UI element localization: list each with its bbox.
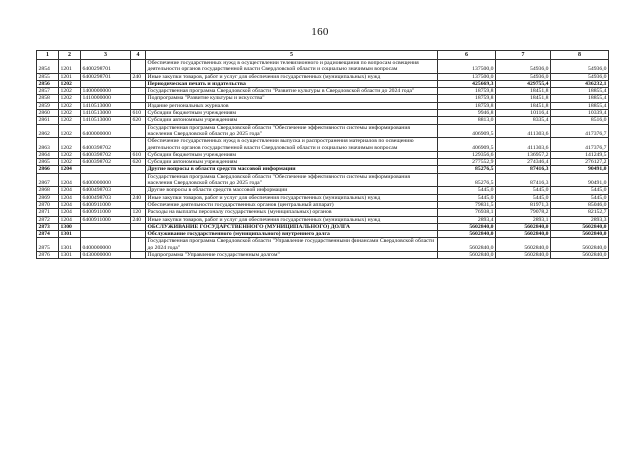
expense-type-cell (131, 102, 146, 109)
amount-year1-cell: 5445,0 (438, 194, 496, 201)
item-name-cell: Иные закупки товаров, работ и услуг для обеспечения государственных (муниципальных) нужд (146, 73, 438, 80)
table-row (37, 252, 609, 259)
section-code-cell: 1204 (59, 166, 81, 173)
section-code-cell: 1202 (59, 151, 81, 158)
amount-year3-cell: 90491,0 (551, 173, 609, 187)
column-header: 2 (59, 51, 81, 60)
column-header: 4 (131, 51, 146, 60)
expense-type-cell (131, 95, 146, 102)
table-row (37, 102, 609, 109)
table-row (37, 209, 609, 216)
table-row (37, 117, 609, 124)
amount-year1-cell: 406909,5 (438, 138, 496, 152)
amount-year2-cell: 5445,0 (496, 194, 551, 201)
amount-year1-cell: 9946,8 (438, 110, 496, 117)
row-number-cell: 2856 (37, 80, 59, 87)
amount-year2-cell: 5602840,0 (496, 238, 551, 252)
section-code-cell: 1202 (59, 124, 81, 138)
table-row (37, 60, 609, 74)
row-number-cell: 2865 (37, 159, 59, 166)
amount-year1-cell: 277552,9 (438, 159, 496, 166)
expense-type-cell: 240 (131, 194, 146, 201)
amount-year2-cell: 429755,4 (496, 80, 551, 87)
expense-type-cell (131, 252, 146, 259)
table-row (37, 194, 609, 201)
column-header: 1 (37, 51, 59, 60)
expense-type-cell (131, 138, 146, 152)
target-article-cell: 6400498703 (81, 187, 131, 194)
target-article-cell: 6400398702 (81, 151, 131, 158)
amount-year3-cell: 2893,3 (551, 216, 609, 223)
section-code-cell: 1204 (59, 209, 81, 216)
expense-type-cell (131, 231, 146, 238)
amount-year2-cell: 87416,3 (496, 173, 551, 187)
expense-type-cell (131, 124, 146, 138)
amount-year1-cell: 2893,4 (438, 216, 496, 223)
table-row (37, 223, 609, 230)
target-article-cell: 6400911000 (81, 216, 131, 223)
row-number-cell: 2871 (37, 209, 59, 216)
column-header: 7 (496, 51, 551, 60)
table-row (37, 88, 609, 95)
item-name-cell: Иные закупки товаров, работ и услуг для обеспечения государственных (муниципальных) нужд (146, 194, 438, 201)
amount-year1-cell: 5602840,0 (438, 252, 496, 259)
item-name-cell: Расходы на выплаты персоналу государственных (муниципальных) органов (146, 209, 438, 216)
table-row (37, 238, 609, 252)
amount-year2-cell: 5602840,0 (496, 231, 551, 238)
amount-year3-cell: 18855,4 (551, 102, 609, 109)
expense-type-cell: 610 (131, 110, 146, 117)
expense-type-cell: 620 (131, 117, 146, 124)
row-number-cell: 2875 (37, 238, 59, 252)
row-number-cell: 2863 (37, 138, 59, 152)
item-name-cell: Субсидии бюджетным учреждениям (146, 110, 438, 117)
amount-year1-cell: 425669,3 (438, 80, 496, 87)
section-code-cell: 1300 (59, 223, 81, 230)
amount-year3-cell: 276127,2 (551, 159, 609, 166)
row-number-cell: 2858 (37, 95, 59, 102)
table-row (37, 166, 609, 173)
item-name-cell: Государственная программа Свердловской области "Обеспечение эффективности системы информирования населения Свердловской области до 2025 года" (146, 173, 438, 187)
amount-year3-cell: 5602840,0 (551, 223, 609, 230)
row-number-cell: 2872 (37, 216, 59, 223)
item-name-cell: Государственная программа Свердловской области "Управление государственными финансами Свердловской области до 2024 года" (146, 238, 438, 252)
amount-year3-cell: 8516,0 (551, 117, 609, 124)
amount-year3-cell: 5602840,0 (551, 231, 609, 238)
section-code-cell: 1202 (59, 138, 81, 152)
amount-year3-cell: 90491,0 (551, 166, 609, 173)
amount-year2-cell: 81971,3 (496, 201, 551, 208)
amount-year3-cell: 5445,0 (551, 187, 609, 194)
page-number: 160 (311, 26, 329, 38)
section-code-cell: 1301 (59, 231, 81, 238)
amount-year1-cell: 79831,5 (438, 201, 496, 208)
section-code-cell: 1202 (59, 102, 81, 109)
expense-type-cell (131, 88, 146, 95)
amount-year3-cell: 10339,4 (551, 110, 609, 117)
amount-year1-cell: 5602840,0 (438, 238, 496, 252)
row-number-cell: 2867 (37, 173, 59, 187)
target-article-cell: 1410000000 (81, 95, 131, 102)
table-row (37, 138, 609, 152)
target-article-cell: 6400298701 (81, 73, 131, 80)
target-article-cell: 6400398702 (81, 138, 131, 152)
table-row (37, 80, 609, 87)
amount-year2-cell: 274346,4 (496, 159, 551, 166)
row-number-cell: 2855 (37, 73, 59, 80)
column-header: 6 (438, 51, 496, 60)
row-number-cell: 2876 (37, 252, 59, 259)
amount-year2-cell: 10116,4 (496, 110, 551, 117)
target-article-cell (81, 166, 131, 173)
amount-year2-cell: 8335,4 (496, 117, 551, 124)
target-article-cell: 1410513000 (81, 110, 131, 117)
amount-year2-cell: 54936,0 (496, 73, 551, 80)
target-article-cell: 6400000000 (81, 124, 131, 138)
section-code-cell: 1204 (59, 201, 81, 208)
amount-year2-cell: 411303,6 (496, 138, 551, 152)
budget-table (36, 50, 609, 259)
item-name-cell: Обеспечение государственных нужд в осуществлении телевизионного и радиовещания по вопросам освещения деятельности органов государственной власти Свердловской области и социально значимым вопросам (146, 60, 438, 74)
section-code-cell: 1301 (59, 252, 81, 259)
section-code-cell: 1202 (59, 110, 81, 117)
target-article-cell (81, 231, 131, 238)
row-number-cell: 2873 (37, 223, 59, 230)
table-row (37, 187, 609, 194)
table-row (37, 95, 609, 102)
target-article-cell: 6400000000 (81, 173, 131, 187)
section-code-cell: 1204 (59, 173, 81, 187)
item-name-cell: Подпрограмма "Управление государственным долгом" (146, 252, 438, 259)
section-code-cell: 1204 (59, 216, 81, 223)
expense-type-cell: 120 (131, 209, 146, 216)
amount-year1-cell: 5602840,0 (438, 223, 496, 230)
row-number-cell: 2864 (37, 151, 59, 158)
target-article-cell (81, 223, 131, 230)
column-header: 3 (81, 51, 131, 60)
item-name-cell: Государственная программа Свердловской области "Обеспечение эффективности системы информирования населения Свердловской области до 2025 года" (146, 124, 438, 138)
amount-year1-cell: 8813,0 (438, 117, 496, 124)
table-row (37, 173, 609, 187)
row-number-cell: 2866 (37, 166, 59, 173)
section-code-cell: 1202 (59, 159, 81, 166)
target-article-cell: 1410513000 (81, 117, 131, 124)
item-name-cell: Обеспечение государственных нужд в осуществлении выпуска и распространения материалов по освещению деятельности органов государственной власти Свердловской области и социально значимым вопросам (146, 138, 438, 152)
target-article-cell: 6400298701 (81, 60, 131, 74)
row-number-cell: 2874 (37, 231, 59, 238)
item-name-cell: Издание региональных журналов (146, 102, 438, 109)
item-name-cell: Обслуживание государственного (муниципального) внутреннего долга (146, 231, 438, 238)
amount-year3-cell: 82152,7 (551, 209, 609, 216)
target-article-cell: 0400000000 (81, 238, 131, 252)
amount-year1-cell: 129356,6 (438, 151, 496, 158)
target-article-cell: 6400398702 (81, 159, 131, 166)
amount-year3-cell: 5445,0 (551, 194, 609, 201)
amount-year2-cell: 54936,0 (496, 60, 551, 74)
item-name-cell: Субсидии автономным учреждениям (146, 159, 438, 166)
target-article-cell: 6400911000 (81, 209, 131, 216)
amount-year1-cell: 406909,5 (438, 124, 496, 138)
row-number-cell: 2854 (37, 60, 59, 74)
section-code-cell: 1202 (59, 117, 81, 124)
amount-year1-cell: 85276,5 (438, 173, 496, 187)
table-row (37, 231, 609, 238)
expense-type-cell (131, 223, 146, 230)
amount-year2-cell: 18451,8 (496, 95, 551, 102)
amount-year3-cell: 417376,7 (551, 124, 609, 138)
amount-year2-cell: 5602840,0 (496, 223, 551, 230)
target-article-cell (81, 80, 131, 87)
row-number-cell: 2869 (37, 194, 59, 201)
column-header: 5 (146, 51, 438, 60)
amount-year2-cell: 18451,8 (496, 88, 551, 95)
amount-year2-cell: 136957,2 (496, 151, 551, 158)
table-row (37, 124, 609, 138)
table-row (37, 159, 609, 166)
amount-year2-cell: 87416,3 (496, 166, 551, 173)
target-article-cell: 6400911000 (81, 201, 131, 208)
item-name-cell: ОБСЛУЖИВАНИЕ ГОСУДАРСТВЕННОГО (МУНИЦИПАЛЬНОГО) ДОЛГА (146, 223, 438, 230)
row-number-cell: 2860 (37, 110, 59, 117)
amount-year3-cell: 436232,1 (551, 80, 609, 87)
amount-year3-cell: 18855,4 (551, 88, 609, 95)
table-row (37, 73, 609, 80)
amount-year1-cell: 5602840,0 (438, 231, 496, 238)
item-name-cell: Государственная программа Свердловской области "Развитие культуры в Свердловской области до 2024 года" (146, 88, 438, 95)
amount-year1-cell: 5445,0 (438, 187, 496, 194)
table-row (37, 201, 609, 208)
section-code-cell: 1204 (59, 194, 81, 201)
amount-year3-cell: 18855,4 (551, 95, 609, 102)
section-code-cell: 1202 (59, 88, 81, 95)
expense-type-cell (131, 80, 146, 87)
amount-year2-cell: 18451,8 (496, 102, 551, 109)
item-name-cell: Периодическая печать и издательства (146, 80, 438, 87)
amount-year3-cell: 5602840,0 (551, 252, 609, 259)
expense-type-cell (131, 173, 146, 187)
row-number-cell: 2857 (37, 88, 59, 95)
amount-year3-cell: 85046,0 (551, 201, 609, 208)
section-code-cell: 1202 (59, 80, 81, 87)
target-article-cell: 0430000000 (81, 252, 131, 259)
section-code-cell: 1201 (59, 73, 81, 80)
amount-year1-cell: 76938,1 (438, 209, 496, 216)
section-code-cell: 1201 (59, 60, 81, 74)
column-header: 8 (551, 51, 609, 60)
amount-year1-cell: 85276,5 (438, 166, 496, 173)
item-name-cell: Обеспечение деятельности государственных органов (центральный аппарат) (146, 201, 438, 208)
expense-type-cell: 240 (131, 73, 146, 80)
target-article-cell: 6400498703 (81, 194, 131, 201)
section-code-cell: 1204 (59, 187, 81, 194)
table-row (37, 216, 609, 223)
amount-year3-cell: 141249,5 (551, 151, 609, 158)
row-number-cell: 2859 (37, 102, 59, 109)
item-name-cell: Субсидии автономным учреждениям (146, 117, 438, 124)
expense-type-cell: 620 (131, 159, 146, 166)
amount-year1-cell: 137500,0 (438, 73, 496, 80)
expense-type-cell: 240 (131, 216, 146, 223)
amount-year2-cell: 5602840,0 (496, 252, 551, 259)
amount-year3-cell: 417376,7 (551, 138, 609, 152)
row-number-cell: 2862 (37, 124, 59, 138)
amount-year2-cell: 411303,6 (496, 124, 551, 138)
item-name-cell: Другие вопросы в области средств массовой информации (146, 187, 438, 194)
amount-year2-cell: 5445,0 (496, 187, 551, 194)
amount-year2-cell: 79078,2 (496, 209, 551, 216)
header-row (37, 51, 609, 60)
amount-year1-cell: 18759,8 (438, 88, 496, 95)
amount-year1-cell: 18759,8 (438, 102, 496, 109)
amount-year3-cell: 5602840,0 (551, 238, 609, 252)
row-number-cell: 2861 (37, 117, 59, 124)
amount-year2-cell: 2893,1 (496, 216, 551, 223)
item-name-cell: Субсидии бюджетным учреждениям (146, 151, 438, 158)
amount-year3-cell: 54936,0 (551, 73, 609, 80)
row-number-cell: 2870 (37, 201, 59, 208)
target-article-cell: 1400000000 (81, 88, 131, 95)
item-name-cell: Иные закупки товаров, работ и услуг для обеспечения государственных (муниципальных) нужд (146, 216, 438, 223)
row-number-cell: 2868 (37, 187, 59, 194)
section-code-cell: 1202 (59, 95, 81, 102)
expense-type-cell: 610 (131, 151, 146, 158)
expense-type-cell (131, 201, 146, 208)
section-code-cell: 1301 (59, 238, 81, 252)
expense-type-cell (131, 187, 146, 194)
item-name-cell: Другие вопросы в области средств массовой информации (146, 166, 438, 173)
table-row (37, 110, 609, 117)
item-name-cell: Подпрограмма "Развитие культуры и искусства" (146, 95, 438, 102)
amount-year1-cell: 137500,0 (438, 60, 496, 74)
expense-type-cell (131, 238, 146, 252)
amount-year3-cell: 54936,0 (551, 60, 609, 74)
table-row (37, 151, 609, 158)
expense-type-cell (131, 166, 146, 173)
target-article-cell: 1410513000 (81, 102, 131, 109)
expense-type-cell (131, 60, 146, 74)
amount-year1-cell: 18759,8 (438, 95, 496, 102)
